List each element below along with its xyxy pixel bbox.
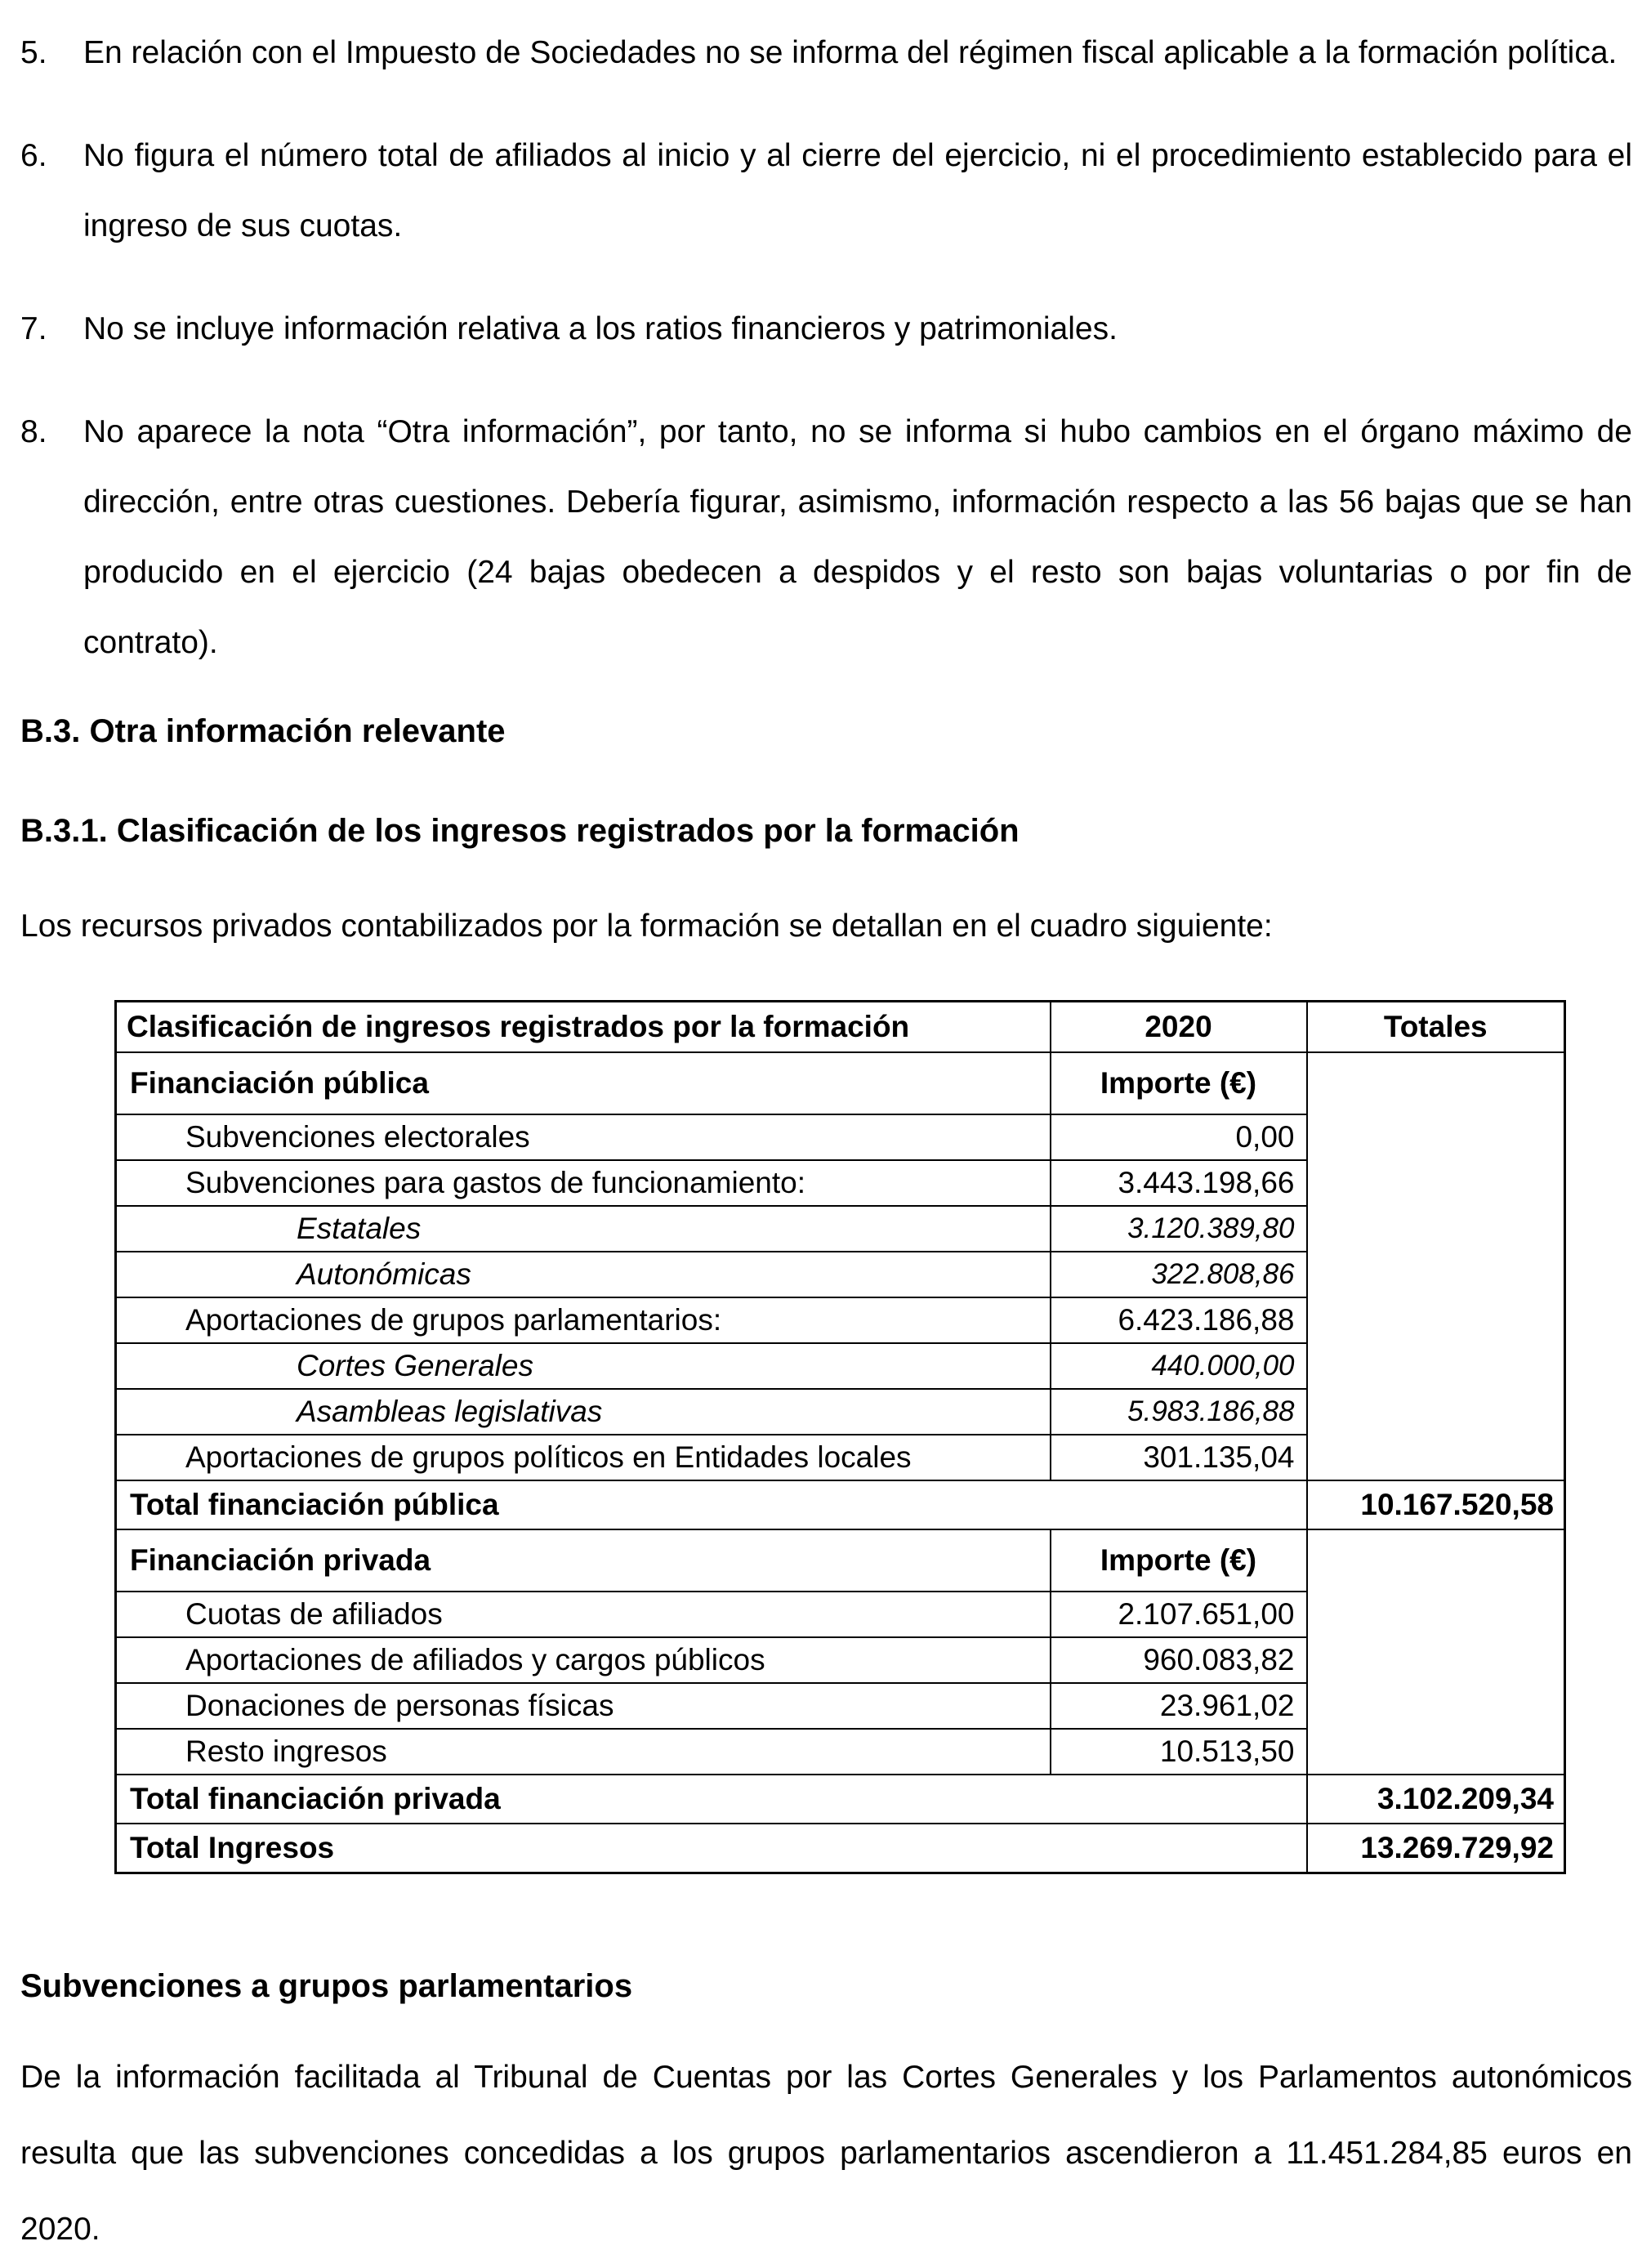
- income-classification-table: [114, 1000, 1566, 1874]
- table-cell-value: 960.083,82: [1051, 1637, 1307, 1683]
- table-cell-value: 322.808,86: [1051, 1252, 1307, 1297]
- table-cell-label: Donaciones de personas físicas: [116, 1683, 1051, 1729]
- table-cell-label: Cuotas de afiliados: [116, 1592, 1051, 1637]
- closing-paragraph: De la información facilitada al Tribunal de Cuentas por las Cortes Generales y los Parlamentos autonómicos resulta que las subvenciones concedidas a los grupos parlamentarios ascendieron a 11.451.284,85 euros en 2020.: [20, 2060, 1632, 2247]
- table-cell-label: Resto ingresos: [116, 1729, 1051, 1775]
- table-row: [116, 1052, 1565, 1114]
- table-header-cell: 2020: [1051, 1002, 1307, 1053]
- table-cell-label: Estatales: [116, 1206, 1051, 1252]
- table-cell-label: Financiación pública: [116, 1052, 1051, 1114]
- table-cell-value: 10.513,50: [1051, 1729, 1307, 1775]
- table-cell-label: Total financiación privada: [116, 1775, 1307, 1824]
- table-cell-label: Total financiación pública: [116, 1480, 1307, 1529]
- table-cell-value: Importe (€): [1051, 1052, 1307, 1114]
- list-item-number: 6.: [20, 138, 47, 173]
- table-cell-value: 3.120.389,80: [1051, 1206, 1307, 1252]
- table-cell-total: 3.102.209,34: [1307, 1775, 1565, 1824]
- heading-subvenciones: Subvenciones a grupos parlamentarios: [20, 1968, 633, 2004]
- table-cell-label: Total Ingresos: [116, 1824, 1307, 1873]
- list-item-number: 8.: [20, 414, 47, 449]
- table-cell-value: 0,00: [1051, 1114, 1307, 1160]
- table-header-cell: Clasificación de ingresos registrados por la formación: [116, 1002, 1051, 1053]
- table-row: [116, 1480, 1565, 1529]
- table-cell-value: 440.000,00: [1051, 1343, 1307, 1389]
- table-cell-value: 301.135,04: [1051, 1435, 1307, 1480]
- table-row: [116, 1529, 1565, 1592]
- table-row: [116, 1775, 1565, 1824]
- table-cell-label: Cortes Generales: [116, 1343, 1051, 1389]
- table-cell-label: Subvenciones electorales: [116, 1114, 1051, 1160]
- table-cell-value: 5.983.186,88: [1051, 1389, 1307, 1435]
- table-header-cell: Totales: [1307, 1002, 1565, 1053]
- list-item: [20, 397, 1632, 678]
- list-item: [20, 18, 1632, 88]
- table-cell-value: 2.107.651,00: [1051, 1592, 1307, 1637]
- heading-b31: B.3.1. Clasificación de los ingresos registrados por la formación: [20, 813, 1020, 849]
- numbered-list: [20, 18, 1632, 678]
- table-cell-label: Aportaciones de grupos parlamentarios:: [116, 1297, 1051, 1343]
- table-cell-label: Financiación privada: [116, 1529, 1051, 1592]
- table-cell-totales-empty: [1307, 1529, 1565, 1775]
- table-cell-value: 3.443.198,66: [1051, 1160, 1307, 1206]
- table-cell-value: 6.423.186,88: [1051, 1297, 1307, 1343]
- list-item-number: 5.: [20, 35, 47, 70]
- table-cell-total: 10.167.520,58: [1307, 1480, 1565, 1529]
- table-cell-label: Subvenciones para gastos de funcionamiento:: [116, 1160, 1051, 1206]
- list-item: [20, 294, 1632, 364]
- list-item-text: En relación con el Impuesto de Sociedades no se informa del régimen fiscal aplicable a la formación política.: [83, 35, 1618, 70]
- table-cell-totales-empty: [1307, 1052, 1565, 1480]
- list-item-text: No figura el número total de afiliados al inicio y al cierre del ejercicio, ni el procedimiento establecido para el ingreso de sus cuotas.: [83, 138, 1632, 243]
- table-cell-value: Importe (€): [1051, 1529, 1307, 1592]
- list-item-number: 7.: [20, 311, 47, 346]
- table-cell-label: Aportaciones de grupos políticos en Entidades locales: [116, 1435, 1051, 1480]
- table-cell-value: 23.961,02: [1051, 1683, 1307, 1729]
- table-cell-total: 13.269.729,92: [1307, 1824, 1565, 1873]
- table-cell-label: Asambleas legislativas: [116, 1389, 1051, 1435]
- list-item-text: No se incluye información relativa a los ratios financieros y patrimoniales.: [83, 311, 1118, 346]
- list-item-text: No aparece la nota “Otra información”, por tanto, no se informa si hubo cambios en el órgano máximo de dirección, entre otras cuestiones. Debería figurar, asimismo, información respecto a las 56 bajas que se han producido en el ejercicio (24 bajas obedecen a despidos y el resto son bajas voluntarias o por fin de contrato).: [83, 414, 1632, 660]
- table-row: [116, 1824, 1565, 1873]
- table-header-row: [116, 1002, 1565, 1053]
- intro-paragraph: Los recursos privados contabilizados por la formación se detallan en el cuadro siguiente:: [20, 909, 1273, 944]
- heading-b3: B.3. Otra información relevante: [20, 713, 506, 749]
- table-cell-label: Autonómicas: [116, 1252, 1051, 1297]
- table-cell-label: Aportaciones de afiliados y cargos públicos: [116, 1637, 1051, 1683]
- list-item: [20, 121, 1632, 261]
